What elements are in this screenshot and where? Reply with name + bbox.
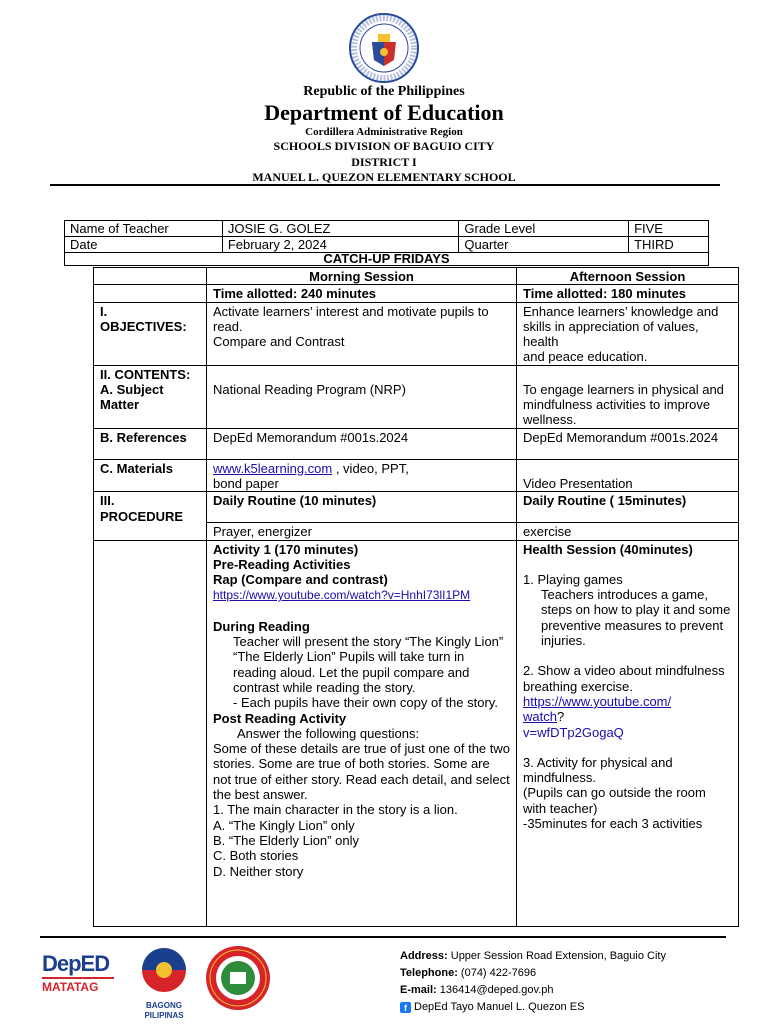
morning-time-allotted: Time allotted: 240 minutes (207, 285, 517, 302)
table-row (94, 285, 739, 302)
region-line: Cordillera Administrative Region (305, 126, 463, 138)
health-1-detail: Teachers introduces a game, steps on how to play it and some preventive measures to prevent injuries. (541, 587, 731, 649)
telephone-value: (074) 422-7696 (457, 967, 537, 979)
bagong-pilipinas-logo: BAGONG PILIPINAS (128, 944, 200, 1008)
question-1: 1. The main character in the story is a lion. (213, 802, 458, 818)
deped-matatag-logo: DepED MATATAG (42, 952, 118, 1002)
during-reading-text: Teacher will present the story “The Kingly Lion” “The Elderly Lion” Pupils will take turn in reading aloud. Let the pupil compare and contrast while reading the story. (233, 634, 504, 695)
catch-up-title: CATCH-UP FRIDAYS (64, 252, 709, 266)
bagong-pilipinas-emblem-icon (128, 944, 200, 996)
materials-label: C. Materials (94, 459, 207, 492)
grade-value: FIVE (629, 221, 709, 237)
date-value: February 2, 2024 (222, 237, 459, 253)
school-seal-logo (204, 944, 272, 1012)
routine-morning-detail: Prayer, energizer (207, 523, 517, 540)
youtube-mindfulness-link[interactable]: https://www.youtube.com/ watch (523, 693, 672, 725)
header-divider (50, 184, 720, 186)
activity-morning: Activity 1 (170 minutes) Pre-Reading Activities Rap (Compare and contrast) https://www.youtube.com/watch?v=HnhI73lI1PM During Reading Teacher will present the story “The Kingly Lion” “The Elderly Lion” Pupils will take turn in reading aloud. Let the pupil compare and contrast while reading the story. - Each pupils have their own copy of the story. Post Reading Activity Answer the following questions: Some of these details are true of just one of the two stories. Some are true of both stories. Some are not true of either story. Read each detail, and select the best answer. 1. The main character in the story is a lion. A. “The Kingly Lion” only B. “The Elderly Lion” only C. Both stories D. Neither story (207, 540, 517, 926)
activity-afternoon: Health Session (40minutes) 1. Playing games Teachers introduces a game, steps on how to play it and some preventive measures to prevent injuries. 2. Show a video about mindfulness breathing exercise. https://www.youtube.com/ watch? v=wfDTp2GogaQ 3. Activity for physical and mindfulness. (Pupils can go outside the room with teacher) -35minutes for each 3 activities (517, 540, 739, 926)
objectives-label: I. OBJECTIVES: (94, 302, 207, 365)
footer-contact: Address: Upper Session Road Extension, Baguio City Telephone: (074) 422-7696 E-mail: 136414@deped.gov.ph f DepEd Tayo Manuel L. Quezon ES (400, 950, 666, 1013)
facebook-icon: f (400, 1002, 411, 1013)
youtube-rap-link[interactable]: https://www.youtube.com/watch?v=HnhI73lI1PM (213, 588, 471, 603)
option-c: C. Both stories (213, 848, 299, 864)
routine-afternoon: Daily Routine ( 15minutes) (517, 492, 739, 523)
contents-label: II. CONTENTS: A. Subject Matter (94, 365, 207, 428)
email-value[interactable]: 136414@deped.gov.ph (436, 984, 554, 996)
date-label: Date (65, 237, 223, 253)
teacher-label: Name of Teacher (65, 221, 223, 237)
school-line: MANUEL L. QUEZON ELEMENTARY SCHOOL (252, 170, 516, 184)
routine-morning: Daily Routine (10 minutes) (207, 492, 517, 523)
division-line: SCHOOLS DIVISION OF BAGUIO CITY (273, 139, 495, 153)
table-row (94, 365, 739, 428)
materials-morning: www.k5learning.com , video, PPT, bond paper (207, 459, 517, 492)
facebook-page[interactable]: DepEd Tayo Manuel L. Quezon ES (414, 1001, 585, 1013)
during-reading-bullet: - Each pupils have their own copy of the story. (233, 695, 498, 711)
table-row (94, 492, 739, 523)
table-row (94, 459, 739, 492)
objectives-afternoon: Enhance learners’ knowledge and skills in appreciation of values, health and peace education. (517, 302, 739, 365)
morning-session-header: Morning Session (207, 268, 517, 285)
quarter-value: THIRD (629, 237, 709, 253)
option-d: D. Neither story (213, 863, 304, 879)
address-value: Upper Session Road Extension, Baguio City (447, 950, 666, 962)
table-row (94, 428, 739, 459)
post-reading-text: Some of these details are true of just one of the two stories. Some are true of both stories. Some are not true of either story. Read each detail, and select the best answer. (213, 741, 511, 803)
afternoon-time-allotted: Time allotted: 180 minutes (517, 285, 739, 302)
objectives-morning: Activate learners’ interest and motivate pupils to read. Compare and Contrast (207, 302, 517, 365)
references-afternoon: DepEd Memorandum #001s.2024 (517, 428, 739, 459)
table-row (65, 221, 709, 237)
routine-afternoon-detail: exercise (517, 523, 739, 540)
table-row (94, 540, 739, 926)
procedure-label: III. PROCEDURE (94, 492, 207, 540)
contents-afternoon: To engage learners in physical and mindfulness activities to improve wellness. (517, 365, 739, 428)
materials-afternoon: Video Presentation (517, 459, 739, 492)
grade-label: Grade Level (459, 221, 629, 237)
teacher-info-table (64, 220, 709, 253)
department-title: Department of Education (264, 100, 504, 125)
table-row (94, 268, 739, 285)
option-b: B. “The Elderly Lion” only (213, 832, 359, 848)
footer-divider (40, 936, 726, 938)
contents-morning: National Reading Program (NRP) (207, 365, 517, 428)
k5learning-link[interactable]: www.k5learning.com (213, 460, 333, 476)
deped-seal-logo (348, 12, 420, 84)
references-morning: DepEd Memorandum #001s.2024 (207, 428, 517, 459)
table-row (94, 302, 739, 365)
quarter-label: Quarter (459, 237, 629, 253)
afternoon-session-header: Afternoon Session (517, 268, 739, 285)
lesson-plan-table (93, 267, 739, 927)
republic-line: Republic of the Philippines (303, 84, 465, 99)
option-a: A. “The Kingly Lion” only (213, 817, 355, 833)
references-label: B. References (94, 428, 207, 459)
teacher-value: JOSIE G. GOLEZ (222, 221, 459, 237)
district-line: DISTRICT I (351, 155, 417, 169)
